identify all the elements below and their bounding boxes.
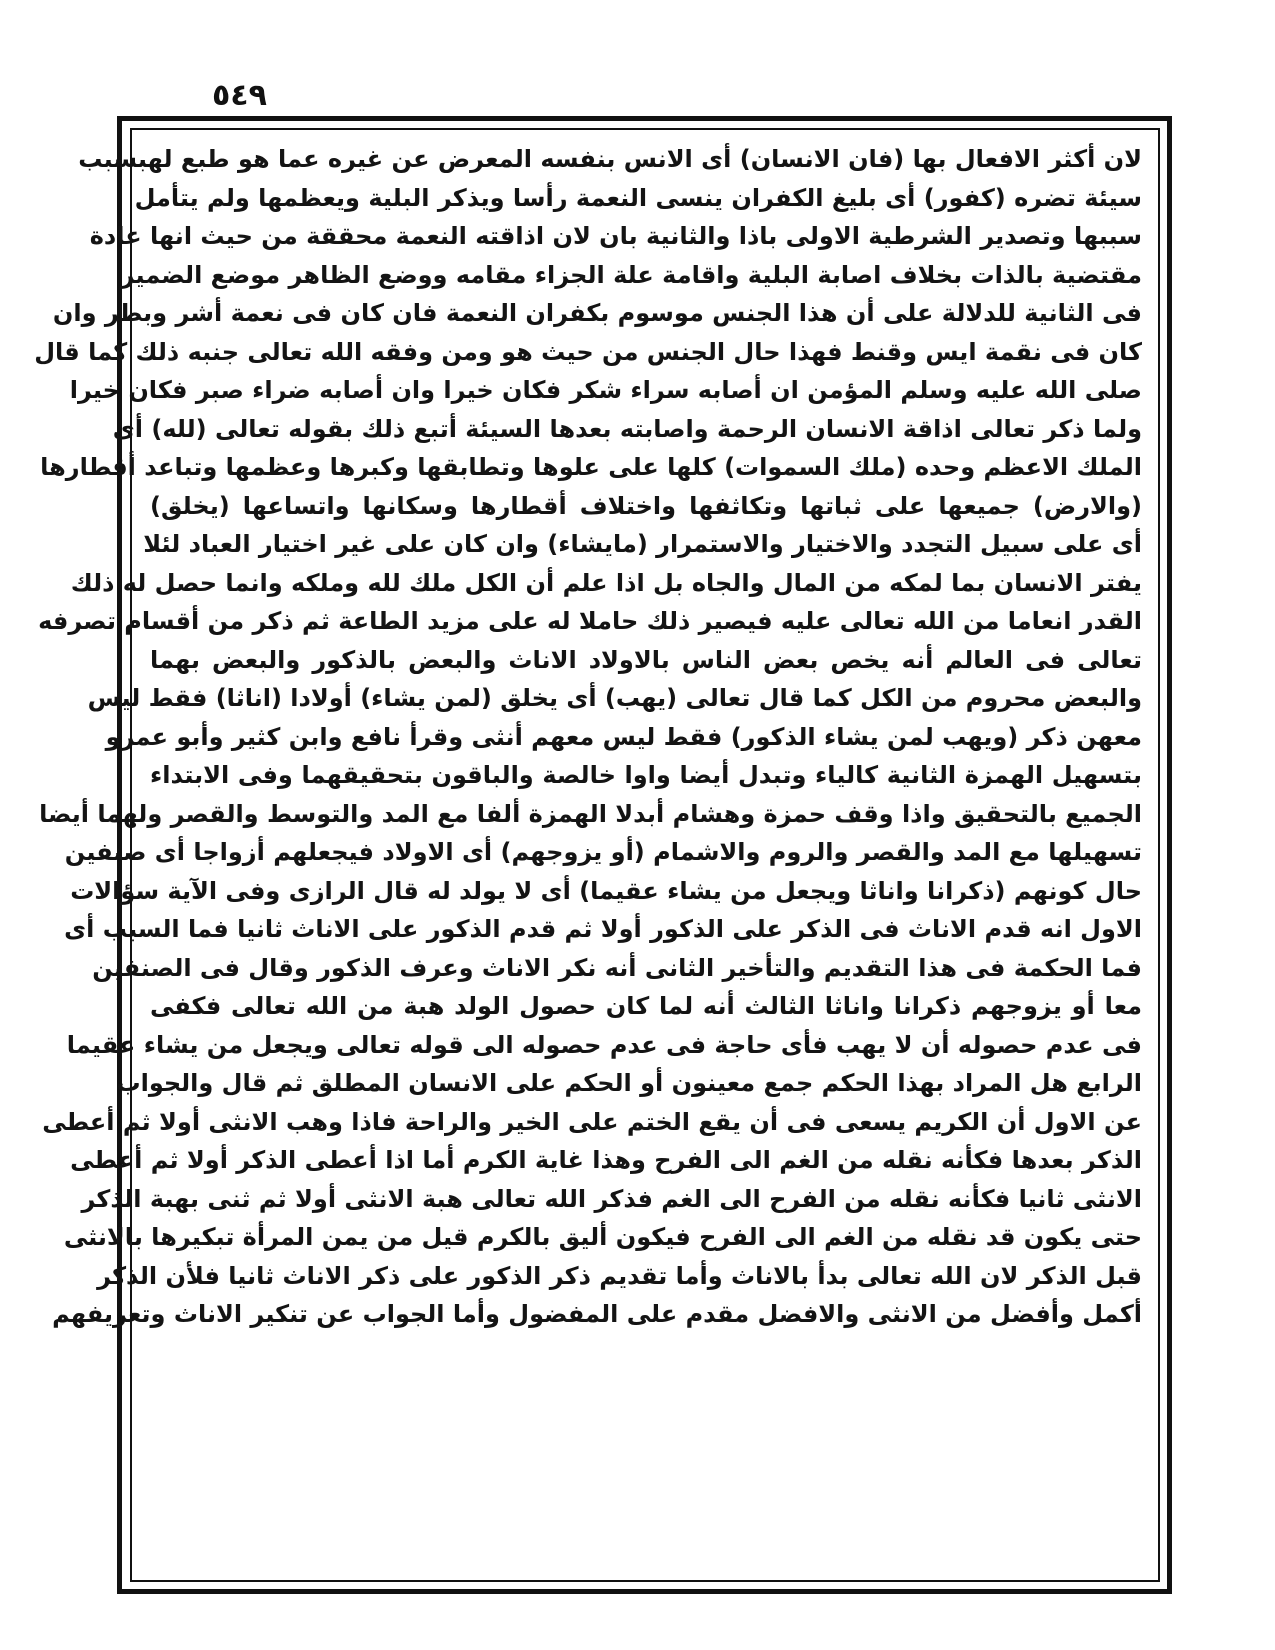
text-line: الانثى ثانيا فكأنه نقله من الفرح الى الغم فذكر الله تعالى هبة الانثى أولا ثم ثنى بهبة الذكر: [81, 1184, 1142, 1213]
page-number: ٥٤٩: [212, 78, 267, 113]
text-line: فما الحكمة فى هذا التقديم والتأخير الثانى أنه نكر الاناث وعرف الذكور وقال فى الصنفين: [92, 953, 1142, 982]
text-line: تسهيلها مع المد والقصر والروم والاشمام (أو يزوجهم) أى الاولاد فيجعلهم أزواجا أى صنفين: [64, 838, 1142, 866]
text-line: لان أكثر الافعال بها (فان الانسان) أى الانس بنفسه المعرض عن غيره عما هو طبع لهبسبب: [78, 145, 1142, 173]
text-line: حتى يكون قد نقله من الغم الى الفرح فيكون أليق بالكرم قيل من يمن المرأة تبكيرها بالانثى: [63, 1223, 1142, 1251]
text-line: قبل الذكر لان الله تعالى بدأ بالاناث وأما تقديم ذكر الذكور على ذكر الاناث ثانيا فلأن الذكر: [97, 1261, 1142, 1290]
text-line: الجميع بالتحقيق واذا وقف حمزة وهشام أبدلا الهمزة ألفا مع المد والتوسط والقصر ولهما أيضا: [39, 799, 1142, 828]
text-line: والبعض محروم من الكل كما قال تعالى (يهب) أى يخلق (لمن يشاء) أولادا (اناثا) فقط ليس: [87, 684, 1142, 712]
text-line: (والارض) جميعها على ثباتها وتكاثفها واختلاف أقطارها وسكانها واتساعها (يخلق): [150, 491, 1142, 520]
text-line: الملك الاعظم وحده (ملك السموات) كلها على علوها وتطابقها وكبرها وعظمها وتباعد أقطارها: [40, 453, 1142, 481]
text-line: فى الثانية للدلالة على أن هذا الجنس موسوم بكفران النعمة فان كان فى نعمة أشر وبطر وان: [52, 299, 1142, 327]
text-line: بتسهيل الهمزة الثانية كالياء وتبدل أيضا واوا خالصة والباقون بتحقيقهما وفى الابتداء: [150, 761, 1142, 789]
text-line: ولما ذكر تعالى اذاقة الانسان الرحمة واصابته بعدها السيئة أتبع ذلك بقوله تعالى (لله) أى: [112, 414, 1142, 443]
text-line: مقتضية بالذات بخلاف اصابة البلية واقامة علة الجزاء مقامه ووضع الظاهر موضع الضمير: [120, 260, 1142, 289]
text-line: الاول انه قدم الاناث فى الذكر على الذكور أولا ثم قدم الذكور على الاناث ثانيا فما السبب أى: [64, 915, 1142, 943]
text-line: الرابع هل المراد بهذا الحكم جمع معينون أو الحكم على الانسان المطلق ثم قال والجواب: [116, 1069, 1142, 1097]
text-line: عن الاول أن الكريم يسعى فى أن يقع الختم على الخير والراحة فاذا وهب الانثى أولا ثم أعطى: [42, 1107, 1142, 1136]
text-line: سببها وتصدير الشرطية الاولى باذا والثانية بان لان اذاقته النعمة محققة من حيث انها عادة: [89, 222, 1142, 250]
text-line: معهن ذكر (ويهب لمن يشاء الذكور) فقط ليس معهم أنثى وقرأ نافع وابن كثير وأبو عمرو: [105, 722, 1142, 751]
text-line: معا أو يزوجهم ذكرانا واناثا الثالث أنه لما كان حصول الولد هبة من الله تعالى فكفى: [150, 992, 1142, 1020]
text-line: أكمل وأفضل من الانثى والافضل مقدم على المفضول وأما الجواب عن تنكير الاناث وتعريفهم: [52, 1300, 1142, 1328]
text-line: تعالى فى العالم أنه يخص بعض الناس بالاولاد الاناث والبعض بالذكور والبعض بهما: [150, 645, 1142, 674]
text-line: يفتر الانسان بما لمكه من المال والجاه بل اذا علم أن الكل ملك لله وملكه وانما حصل له ذلك: [70, 568, 1142, 597]
text-line: أى على سبيل التجدد والاختيار والاستمرار (مايشاء) وان كان على غير اختيار العباد لئلا: [143, 530, 1142, 558]
text-line: صلى الله عليه وسلم المؤمن ان أصابه سراء شكر فكان خيرا وان أصابه ضراء صبر فكان خيرا: [69, 376, 1142, 404]
text-line: الذكر بعدها فكأنه نقله من الغم الى الفرح وهذا غاية الكرم أما اذا أعطى الذكر أولا ثم أعطى: [70, 1146, 1142, 1174]
text-line: فى عدم حصوله أن لا يهب فأى حاجة فى عدم حصوله الى قوله تعالى ويجعل من يشاء عقيما: [66, 1030, 1142, 1059]
text-line: كان فى نقمة ايس وقنط فهذا حال الجنس من حيث هو ومن وفقه الله تعالى جنبه ذلك كما قال: [34, 337, 1142, 366]
text-line: حال كونهم (ذكرانا واناثا ويجعل من يشاء عقيما) أى لا يولد له قال الرازى وفى الآية سؤالات: [70, 876, 1142, 905]
main-text-block: [34, 140, 1142, 1580]
text-line: سيئة تضره (كفور) أى بليغ الكفران ينسى النعمة رأسا ويذكر البلية ويعظمها ولم يتأمل: [134, 183, 1142, 212]
text-line: القدر انعاما من الله تعالى عليه فيصير ذلك حاملا له على مزيد الطاعة ثم ذكر من أقسام تصرفه: [38, 607, 1142, 635]
